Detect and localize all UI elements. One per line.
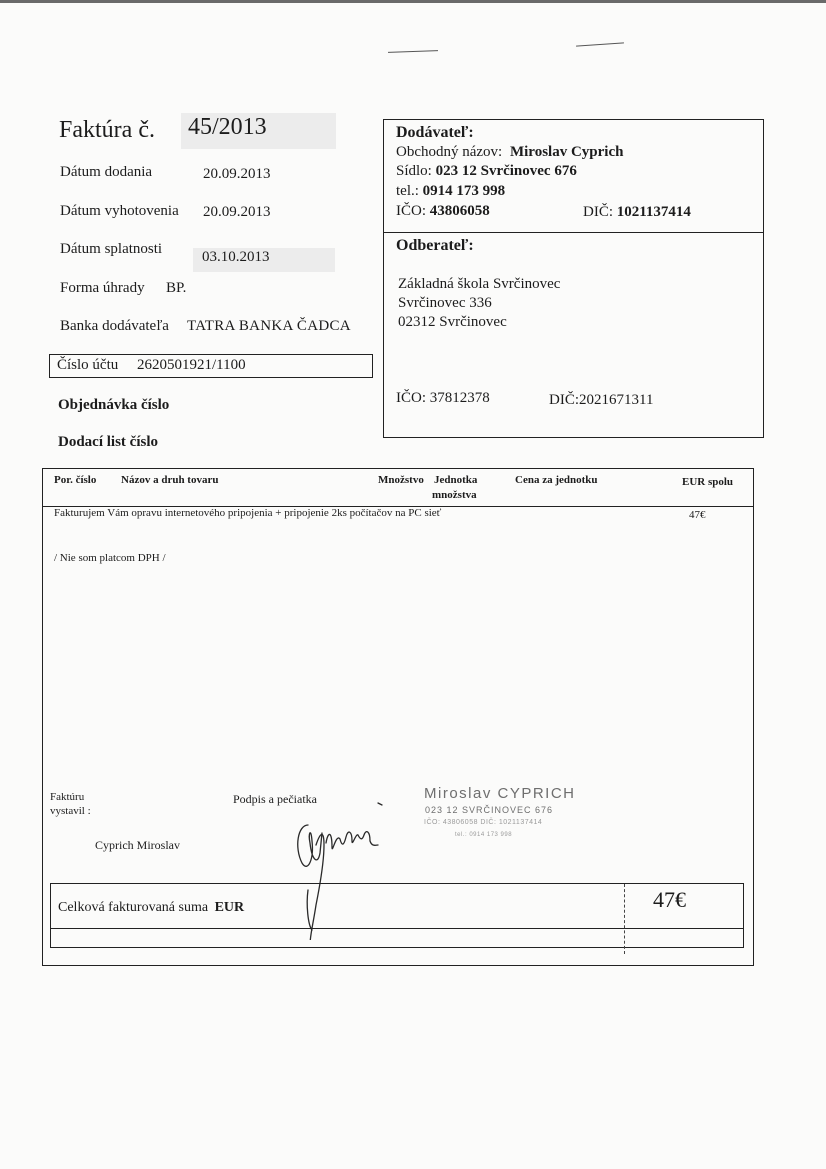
col-header-qty: Množstvo <box>378 474 424 486</box>
delivery-date: 20.09.2013 <box>203 166 271 182</box>
customer-street: Svrčinovec 336 <box>398 295 492 311</box>
due-date-label: Dátum splatnosti <box>60 241 163 257</box>
total-box-column-divider <box>624 884 626 954</box>
stamp-address: 023 12 SVRČINOVEC 676 <box>425 805 554 815</box>
supplier-dic-label: DIČ: <box>583 204 613 220</box>
delivery-date-label: Dátum dodania <box>60 164 153 180</box>
issue-date-label: Dátum vyhotovenia <box>60 203 179 219</box>
stamp-phone: tel.: 0914 173 998 <box>455 832 513 838</box>
total-value: 47€ <box>653 887 686 912</box>
scan-mark-right <box>576 42 624 46</box>
total-box-divider <box>50 928 743 929</box>
signature-label: Podpis a pečiatka <box>233 792 317 806</box>
supplier-heading: Dodávateľ: <box>396 124 474 141</box>
delivery-note-label: Dodací list číslo <box>58 434 158 450</box>
bank-label: Banka dodávateľa <box>60 318 169 334</box>
issuer-name: Cyprich Miroslav <box>95 838 180 852</box>
col-header-total: EUR spolu <box>682 476 734 488</box>
payment-form: BP. <box>166 280 187 296</box>
customer-ico: IČO: 37812378 <box>396 390 490 406</box>
parties-divider <box>383 232 763 233</box>
account-number: 2620501921/1100 <box>137 357 246 373</box>
item-row-description: Fakturujem Vám opravu internetového pripojenia + pripojenie 2ks počítačov na PC sieť <box>54 507 442 519</box>
invoice-title-label: Faktúra č. <box>59 117 155 143</box>
account-label: Číslo účtu <box>57 357 119 373</box>
stamp-name: Miroslav CYPRICH <box>424 785 576 802</box>
supplier-ico-row <box>396 203 490 220</box>
supplier-name-row <box>396 144 623 161</box>
col-header-price: Cena za jednotku <box>515 474 598 486</box>
col-header-name: Názov a druh tovaru <box>121 474 219 486</box>
supplier-phone-label: tel.: <box>396 183 419 199</box>
total-label: Celková fakturovaná suma <box>58 900 209 915</box>
supplier-phone: 0914 173 998 <box>422 183 506 199</box>
col-header-number: Por. číslo <box>54 474 97 486</box>
due-date: 03.10.2013 <box>202 249 270 265</box>
supplier-seat: 023 12 Svrčinovec 676 <box>435 163 577 179</box>
scan-mark-left <box>388 50 438 53</box>
scan-top-edge <box>0 0 826 3</box>
customer-city: 02312 Svrčinovec <box>398 314 507 330</box>
supplier-seat-row <box>396 163 577 180</box>
payment-form-label: Forma úhrady <box>60 280 145 296</box>
supplier-dic: 1021137414 <box>616 204 691 220</box>
customer-dic: DIČ:2021671311 <box>549 392 654 408</box>
total-currency: EUR <box>214 900 245 915</box>
supplier-ico: 43806058 <box>429 203 490 219</box>
supplier-dic-row <box>583 204 691 221</box>
total-row <box>58 900 244 916</box>
invoice-number: 45/2013 <box>188 114 267 140</box>
item-row-total: 47€ <box>689 509 706 521</box>
stamp-ids: IČO: 43806058 DIČ: 1021137414 <box>424 819 543 826</box>
issue-date: 20.09.2013 <box>203 204 271 220</box>
issued-by-label-2: vystavil : <box>50 805 91 817</box>
vat-note: / Nie som platcom DPH / <box>54 552 166 564</box>
customer-heading: Odberateľ: <box>396 237 474 254</box>
supplier-seat-label: Sídlo: <box>396 163 432 179</box>
supplier-name-label: Obchodný názov: <box>396 144 503 160</box>
order-number-label: Objednávka číslo <box>58 397 170 413</box>
col-header-unit: Jednotka <box>434 474 478 486</box>
customer-name: Základná škola Svrčinovec <box>398 276 561 292</box>
supplier-name: Miroslav Cyprich <box>509 144 624 160</box>
supplier-phone-row <box>396 183 505 200</box>
issued-by-label-1: Faktúru <box>50 791 85 803</box>
col-header-unit-2: množstva <box>432 489 477 501</box>
bank-name: TATRA BANKA ČADCA <box>187 318 351 334</box>
supplier-ico-label: IČO: <box>396 203 426 219</box>
